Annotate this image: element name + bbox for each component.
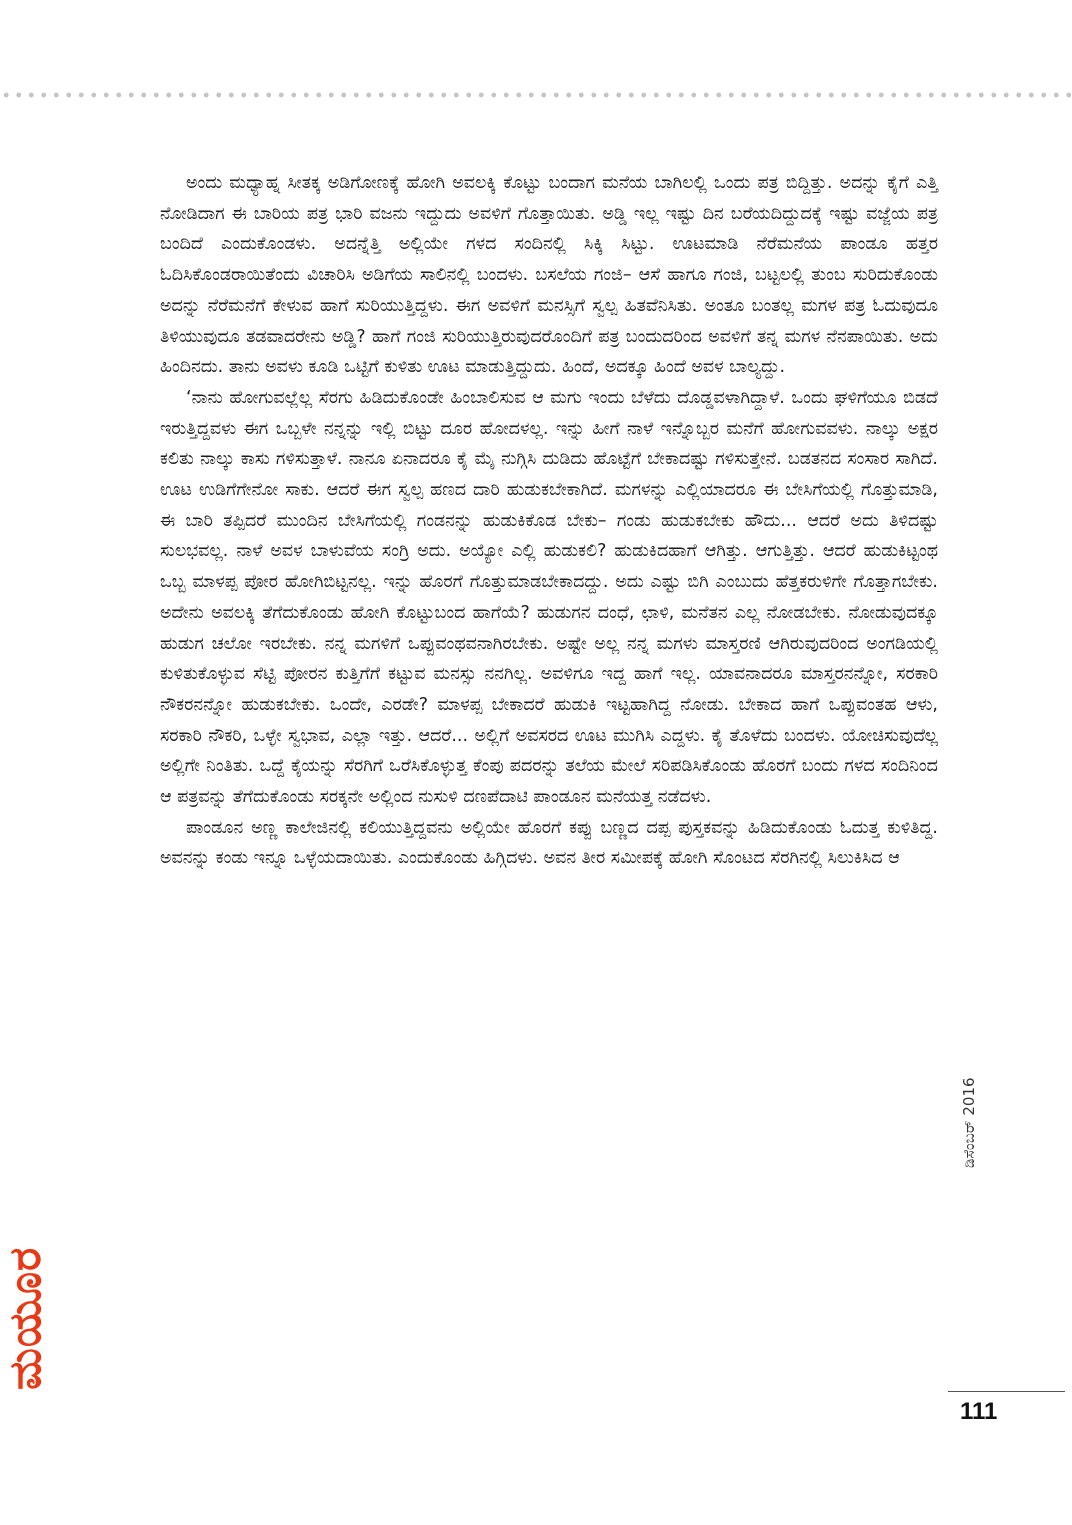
dotted-header-rule (0, 90, 1072, 100)
masthead-logo: ಮಯೂರ (0, 1246, 51, 1390)
page-number: 111 (960, 1398, 998, 1425)
paragraph: ಪಾಂಡೂನ ಅಣ್ಣ ಕಾಲೇಜಿನಲ್ಲಿ ಕಲಿಯುತ್ತಿದ್ದವನು ಅಲ್ಲಿಯೇ ಹೊರಗೆ ಕಪ್ಪು ಬಣ್ಣದ ದಪ್ಪ ಪುಸ್ತಕವನ್ನು ಹಿಡಿದುಕೊಂಡು ಓದುತ್ತ ಕುಳಿತಿದ್ದ. ಅವನನ್ನು ಕಂಡು ಇನ್ನೂ ಒಳ್ಳೆಯದಾಯಿತು. ಎಂದುಕೊಂಡು ಹಿಗ್ಗಿದಳು. ಅವನ ತೀರ ಸಮೀಪಕ್ಕೆ ಹೋಗಿ ಸೊಂಟದ ಸೆರಗಿನಲ್ಲಿ ಸಿಲುಕಿಸಿದ ಆ (160, 817, 938, 869)
issue-date: ಡಿಸೆಂಬರ್ 2016 (960, 1077, 978, 1168)
article-body (160, 168, 938, 874)
paragraph: ‘ನಾನು ಹೋಗುವಲ್ಲೆಲ್ಲ ಸೆರಗು ಹಿಡಿದುಕೊಂಡೇ ಹಿಂಬಾಲಿಸುವ ಆ ಮಗು ಇಂದು ಬೆಳೆದು ದೊಡ್ಡವಳಾಗಿದ್ದಾಳೆ. ಒಂದು ಘಳಿಗೆಯೂ ಬಿಡದೆ ಇರುತ್ತಿದ್ದವಳು ಈಗ ಒಬ್ಬಳೇ ನನ್ನನ್ನು ಇಲ್ಲಿ ಬಿಟ್ಟು ದೂರ ಹೋದಳಲ್ಲ. ಇನ್ನು ಹೀಗೆ ನಾಳೆ ಇನ್ನೊಬ್ಬರ ಮನೆಗೆ ಹೋಗುವವಳು. ನಾಲ್ಕು ಅಕ್ಷರ ಕಲಿತು ನಾಲ್ಕು ಕಾಸು ಗಳಿಸುತ್ತಾಳೆ. ನಾನೂ ಏನಾದರೂ ಕೈ ಮೈ ನುಗ್ಗಿಸಿ ದುಡಿದು ಹೊಟ್ಟೆಗೆ ಬೇಕಾದಷ್ಟು ಗಳಿಸುತ್ತೇನೆ. ಬಡತನದ ಸಂಸಾರ ಸಾಗಿದೆ. ಊಟ ಉಡಿಗೆಗೇನೋ ಸಾಕು. ಆದರೆ ಈಗ ಸ್ವಲ್ಪ ಹಣದ ದಾರಿ ಹುಡುಕಬೇಕಾಗಿದೆ. ಮಗಳನ್ನು ಎಲ್ಲಿಯಾದರೂ ಈ ಬೇಸಿಗೆಯಲ್ಲಿ ಗೊತ್ತುಮಾಡಿ, ಈ ಬಾರಿ ತಪ್ಪಿದರೆ ಮುಂದಿನ ಬೇಸಿಗೆಯಲ್ಲಿ ಗಂಡನನ್ನು ಹುಡುಕಿಕೊಡ ಬೇಕು– ಗಂಡು ಹುಡುಕಬೇಕು ಹೌದು... ಆದರೆ ಅದು ತಿಳಿದಷ್ಟು ಸುಲಭವಲ್ಲ. ನಾಳೆ ಅವಳ ಬಾಳುವೆಯ ಸಂಗ್ರಿ ಅದು. ಅಯ್ಯೋ ಎಲ್ಲಿ ಹುಡುಕಲಿ? ಹುಡುಕಿದಹಾಗೆ ಆಗಿತ್ತು. ಆಗುತ್ತಿತ್ತು. ಆದರೆ ಹುಡುಕಿಟ್ಟಂಥ ಒಬ್ಬ ಮಾಳಪ್ಪ ಪೋರ ಹೋಗಿಬಿಟ್ಟನಲ್ಲ. ಇನ್ನು ಹೊರಗೆ ಗೊತ್ತುಮಾಡಬೇಕಾದದ್ದು. ಅದು ಎಷ್ಟು ಬಿಗಿ ಎಂಬುದು ಹೆತ್ತಕರುಳಿಗೇ ಗೊತ್ತಾಗಬೇಕು. ಅದೇನು ಅವಲಕ್ಕಿ ತೆಗೆದುಕೊಂಡು ಹೋಗಿ ಕೊಟ್ಟುಬಂದ ಹಾಗೆಯೆ? ಹುಡುಗನ ದಂಧೆ, ಛಾಳಿ, ಮನೆತನ ಎಲ್ಲ ನೋಡಬೇಕು. ನೋಡುವುದಕ್ಕೂ ಹುಡುಗ ಚಲೋ ಇರಬೇಕು. ನನ್ನ ಮಗಳಿಗೆ ಒಪ್ಪುವಂಥವನಾಗಿರಬೇಕು. ಅಷ್ಟೇ ಅಲ್ಲ ನನ್ನ ಮಗಳು ಮಾಸ್ತರಣಿ ಆಗಿರುವುದರಿಂದ ಅಂಗಡಿಯಲ್ಲಿ ಕುಳಿತುಕೊಳ್ಳುವ ಸೆಟ್ಟಿ ಪೋರನ ಕುತ್ತಿಗೆಗೆ ಕಟ್ಟುವ ಮನಸ್ಸು ನನಗಿಲ್ಲ. ಅವಳಿಗೂ ಇದ್ದ ಹಾಗೆ ಇಲ್ಲ. ಯಾವನಾದರೂ ಮಾಸ್ತರನನ್ನೋ, ಸರಕಾರಿ ನೌಕರನನ್ನೋ ಹುಡುಕಬೇಕು. ಒಂದೇ, ಎರಡೇ? ಮಾಳಪ್ಪ ಬೇಕಾದರೆ ಹುಡುಕಿ ಇಟ್ಟಹಾಗಿದ್ದ ನೋಡು. ಬೇಕಾದ ಹಾಗೆ ಒಪ್ಪುವಂತಹ ಆಳು, ಸರಕಾರಿ ನೌಕರಿ, ಒಳ್ಳೇ ಸ್ವಭಾವ, ಎಲ್ಲಾ ಇತ್ತು. ಆದರೆ... ಅಲ್ಲಿಗೆ ಅವಸರದ ಊಟ ಮುಗಿಸಿ ಎದ್ದಳು. ಕೈ ತೊಳೆದು ಬಂದಳು. ಯೋಚಿಸುವುದೆಲ್ಲ ಅಲ್ಲಿಗೇ ನಿಂತಿತು. ಒದ್ದೆ ಕೈಯನ್ನು ಸೆರಗಿಗೆ ಒರೆಸಿಕೊಳ್ಳುತ್ತ ಕೆಂಪು ಪದರನ್ನು ತಲೆಯ ಮೇಲೆ ಸರಿಪಡಿಸಿಕೊಂಡು ಹೊರಗೆ ಬಂದು ಗಳದ ಸಂದಿನಿಂದ ಆ ಪತ್ರವನ್ನು ತೆಗೆದುಕೊಂಡು ಸರಕ್ಕನೇ ಅಲ್ಲಿಂದ ನುಸುಳಿ ದಣಪೆದಾಟಿ ಪಾಂಡೂನ ಮನೆಯತ್ತ ನಡೆದಳು. (160, 387, 938, 808)
footer-rule (948, 1391, 1065, 1392)
paragraph: ಅಂದು ಮಧ್ಯಾಹ್ನ ಸೀತಕ್ಕ ಅಡಿಗೋಣಕ್ಕೆ ಹೋಗಿ ಅವಲಕ್ಕಿ ಕೊಟ್ಟು ಬಂದಾಗ ಮನೆಯ ಬಾಗಿಲಲ್ಲಿ ಒಂದು ಪತ್ರ ಬಿದ್ದಿತ್ತು. ಅದನ್ನು ಕೈಗೆ ಎತ್ತಿ ನೋಡಿದಾಗ ಈ ಬಾರಿಯ ಪತ್ರ ಭಾರಿ ವಜನು ಇದ್ದುದು ಅವಳಿಗೆ ಗೊತ್ತಾಯಿತು. ಅಡ್ಡಿ ಇಲ್ಲ ಇಷ್ಟು ದಿನ ಬರೆಯದಿದ್ದುದಕ್ಕೆ ಇಷ್ಟು ವಜ್ಜೆಯ ಪತ್ರ ಬಂದಿದೆ ಎಂದುಕೊಂಡಳು. ಅದನ್ನೆತ್ತಿ ಅಲ್ಲಿಯೇ ಗಳದ ಸಂದಿನಲ್ಲಿ ಸಿಕ್ಕಿ ಸಿಟ್ಟು. ಊಟಮಾಡಿ ನೆರೆಮನೆಯ ಪಾಂಡೂ ಹತ್ತರ ಓದಿಸಿಕೊಂಡರಾಯಿತೆಂದು ವಿಚಾರಿಸಿ ಅಡಿಗೆಯ ಸಾಲಿನಲ್ಲಿ ಬಂದಳು. ಬಸಲೆಯ ಗಂಜಿ– ಆಸೆ ಹಾಗೂ ಗಂಜಿ, ಬಟ್ಟಲಲ್ಲಿ ತುಂಬ ಸುರಿದುಕೊಂಡು ಅದನ್ನು ನೆರೆಮನೆಗೆ ಕೇಳುವ ಹಾಗೆ ಸುರಿಯುತ್ತಿದ್ದಳು. ಈಗ ಅವಳಿಗೆ ಮನಸ್ಸಿಗೆ ಸ್ವಲ್ಪ ಹಿತವೆನಿಸಿತು. ಅಂತೂ ಬಂತಲ್ಲ ಮಗಳ ಪತ್ರ ಓದುವುದೂ ತಿಳಿಯುವುದೂ ತಡವಾದರೇನು ಅಡ್ಡಿ? ಹಾಗೆ ಗಂಜಿ ಸುರಿಯುತ್ತಿರುವುದರೊಂದಿಗೆ ಪತ್ರ ಬಂದುದರಿಂದ ಅವಳಿಗೆ ತನ್ನ ಮಗಳ ನೆನಪಾಯಿತು. ಅದು ಹಿಂದಿನದು. ತಾನು ಅವಳು ಕೂಡಿ ಒಟ್ಟಿಗೆ ಕುಳಿತು ಊಟ ಮಾಡುತ್ತಿದ್ದುದು. ಹಿಂದೆ, ಅದಕ್ಕೂ ಹಿಂದೆ ಅವಳ ಬಾಲ್ಯದ್ದು. (160, 173, 938, 378)
